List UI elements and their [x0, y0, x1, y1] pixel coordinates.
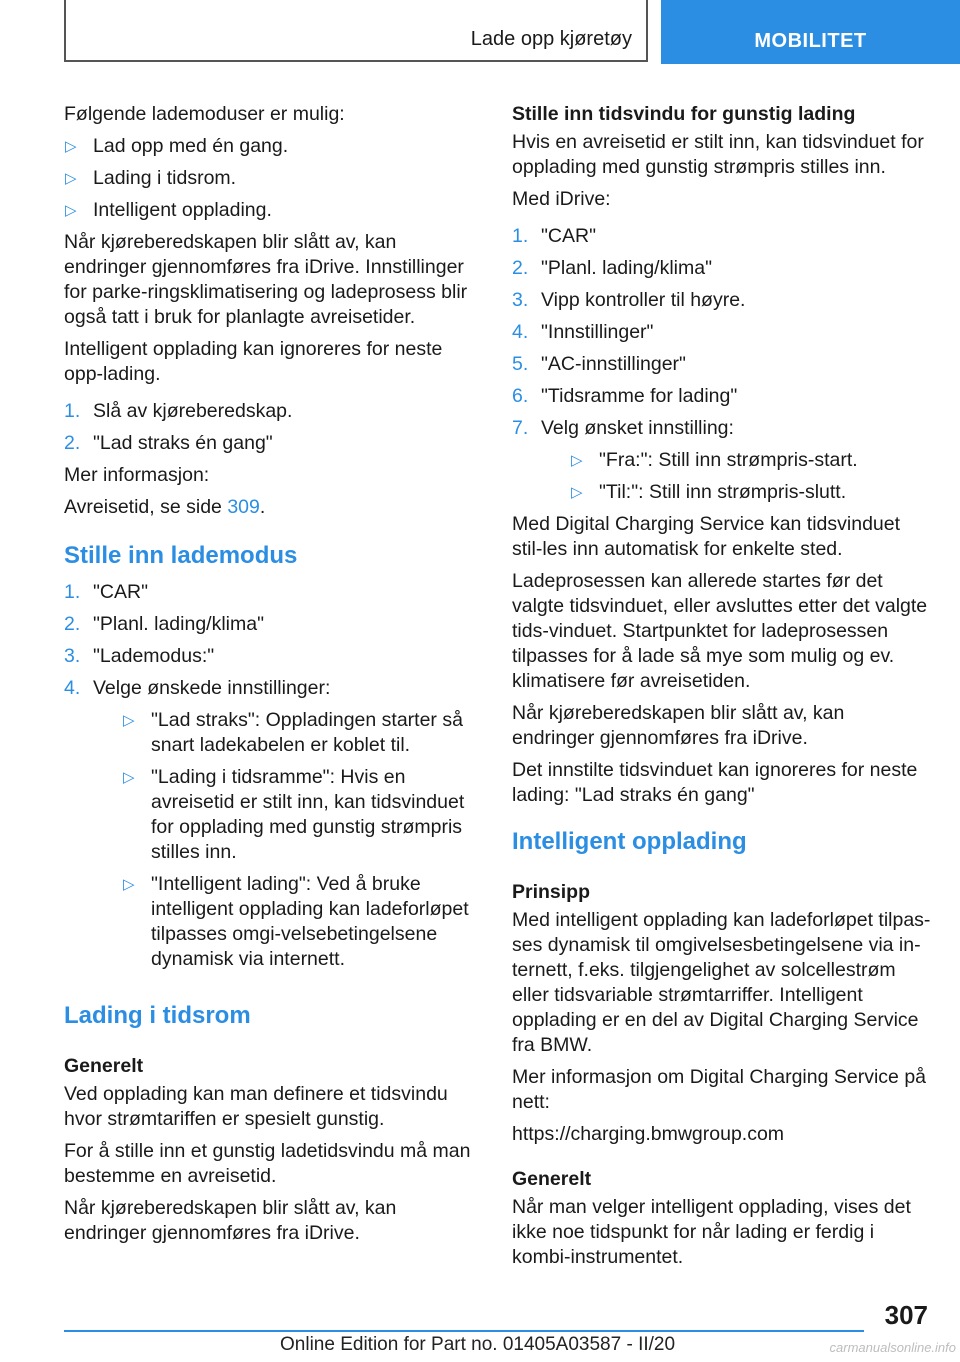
header-title: Lade opp kjøretøy	[470, 28, 632, 50]
paragraph: Med intelligent opplading kan ladeforløpet tilpas-ses dynamisk til omgivelsesbetingelsene via in-ternett, f.eks. tilgjengelighet av solcellestrøm eller tidsvariable strømtarriffer. Intelligent opplading er en del av Digital Charging Service fra BMW.	[512, 909, 931, 1056]
footer-divider	[64, 1330, 864, 1332]
right-column	[512, 102, 932, 1277]
triangle-bullet-icon: ▷	[65, 138, 77, 155]
section-tab: MOBILITET	[661, 0, 960, 64]
list-item: 1. "CAR"	[64, 581, 149, 603]
section-title: Intelligent opplading	[512, 828, 747, 855]
triangle-bullet-icon: ▷	[571, 484, 583, 501]
list-item: 1. Slå av kjøreberedskap.	[64, 400, 293, 422]
step-list	[64, 580, 484, 972]
paragraph: Mer informasjon om Digital Charging Service på nett:	[512, 1066, 927, 1113]
list-item: 2. "Planl. lading/klima"	[512, 257, 713, 279]
paragraph: Med iDrive:	[512, 188, 611, 210]
paragraph: Når kjøreberedskapen blir slått av, kan endringer gjennomføres fra iDrive.	[64, 1197, 397, 1244]
more-info-label: Mer informasjon:	[64, 464, 210, 486]
list-item: ▷ Lading i tidsrom.	[65, 167, 237, 189]
paragraph: For å stille inn et gunstig ladetidsvindu må man bestemme en avreisetid.	[64, 1140, 471, 1187]
triangle-bullet-icon: ▷	[65, 170, 77, 187]
subsection-title: Generelt	[512, 1168, 592, 1190]
header-title-box	[64, 0, 648, 62]
edition-text: Online Edition for Part no. 01405A03587 - II/20	[280, 1334, 676, 1355]
triangle-bullet-icon: ▷	[123, 769, 135, 786]
sub-list	[93, 708, 484, 972]
list-item: 2. "Planl. lading/klima"	[64, 613, 265, 635]
triangle-bullet-icon: ▷	[123, 876, 135, 893]
list-item: ▷ "Lading i tidsramme": Hvis en avreisetid er stilt inn, kan tidsvinduet for opplading med gunstig strømpris stilles inn.	[123, 766, 465, 863]
paragraph: Når kjøreberedskapen blir slått av, kan endringer gjennomføres fra iDrive. Innstillinger for parke-ringsklimatisering og ladeprosess blir også tatt i bruk for planlagte avreisetider.	[64, 231, 468, 328]
list-item: 5. "AC-innstillinger"	[512, 353, 686, 375]
watermark: carmanualsonline.info	[829, 1340, 956, 1355]
sub-list	[541, 448, 932, 505]
triangle-bullet-icon: ▷	[123, 712, 135, 729]
subsection-title: Generelt	[64, 1055, 144, 1077]
page-number: 307	[884, 1300, 928, 1330]
list-item: 2. "Lad straks én gang"	[64, 432, 273, 454]
subsection-title: Prinsipp	[512, 881, 591, 903]
left-column	[64, 102, 484, 1253]
list-item: 6. "Tidsramme for lading"	[512, 385, 738, 407]
list-item: 3. "Lademodus:"	[64, 645, 215, 667]
page-link[interactable]: 309	[227, 496, 260, 518]
list-item: 4. "Innstillinger"	[512, 321, 654, 343]
page-reference: Avreisetid, se side 309.	[64, 496, 266, 518]
page-header	[0, 0, 960, 66]
step-list	[64, 399, 484, 456]
paragraph: Ved opplading kan man definere et tidsvindu hvor strømtariffen er spesielt gunstig.	[64, 1083, 448, 1130]
paragraph: Det innstilte tidsvinduet kan ignoreres for neste lading: "Lad straks én gang"	[512, 759, 918, 806]
list-item: ▷ "Intelligent lading": Ved å bruke intelligent opplading kan ladeforløpet tilpasses omgi-velsebetingelsene dynamisk via internett.	[123, 873, 469, 970]
list-item: ▷ Lad opp med én gang.	[65, 135, 289, 157]
paragraph: Med Digital Charging Service kan tidsvinduet stil-les inn automatisk for enkelte sted.	[512, 513, 901, 560]
list-item: 1. "CAR"	[512, 225, 597, 247]
subsection-title: Stille inn tidsvindu for gunstig lading	[512, 103, 856, 125]
list-item: 3. Vipp kontroller til høyre.	[512, 289, 746, 311]
paragraph: Når kjøreberedskapen blir slått av, kan endringer gjennomføres fra iDrive.	[512, 702, 845, 749]
list-item: 4. Velge ønskede innstillinger: ▷ "Lad straks": Oppladingen starter så snart ladekabelen er koblet til. ▷ "Lading i tidsramme": Hvis en avreisetid er stilt inn, kan tidsvinduet for opplading med gunstig strømpris stilles inn. ▷ "Intelligent lading": Ved å bruke intelligent opplading kan ladeforløpet tilpasses omgi-velsebetingelsene dynamisk via internett.	[64, 676, 484, 972]
triangle-bullet-icon: ▷	[65, 202, 77, 219]
paragraph: Hvis en avreisetid er stilt inn, kan tidsvinduet for opplading med gunstig strømpris stilles inn.	[512, 131, 924, 178]
list-item: ▷ "Lad straks": Oppladingen starter så snart ladekabelen er koblet til.	[123, 709, 463, 756]
list-item: ▷ "Fra:": Still inn strømpris-start.	[571, 449, 858, 471]
paragraph: Ladeprosessen kan allerede startes før det valgte tidsvinduet, eller avsluttes etter det valgte tids-vinduet. Startpunktet for ladeprosessen tilpasses for å lade så mye som mulig og ev. klimatisere før avreisetiden.	[512, 570, 928, 692]
paragraph: Når man velger intelligent opplading, vises det ikke noe tidspunkt for når lading er ferdig i kombi-instrumentet.	[512, 1196, 911, 1268]
step-list	[512, 224, 932, 505]
url-link[interactable]: https://charging.bmwgroup.com	[512, 1123, 785, 1145]
list-item: ▷ "Til:": Still inn strømpris-slutt.	[571, 481, 847, 503]
list-item: ▷ Intelligent opplading.	[65, 199, 272, 221]
triangle-bullet-icon: ▷	[571, 452, 583, 469]
intro-text: Følgende lademoduser er mulig:	[64, 103, 345, 125]
list-item: 7. Velg ønsket innstilling: ▷ "Fra:": Still inn strømpris-start. ▷ "Til:": Still inn strømpris-slutt.	[512, 416, 932, 505]
section-title: Lading i tidsrom	[64, 1002, 251, 1029]
section-title: Stille inn lademodus	[64, 542, 298, 569]
paragraph: Intelligent opplading kan ignoreres for neste opp-lading.	[64, 338, 443, 385]
mode-list	[64, 134, 484, 223]
